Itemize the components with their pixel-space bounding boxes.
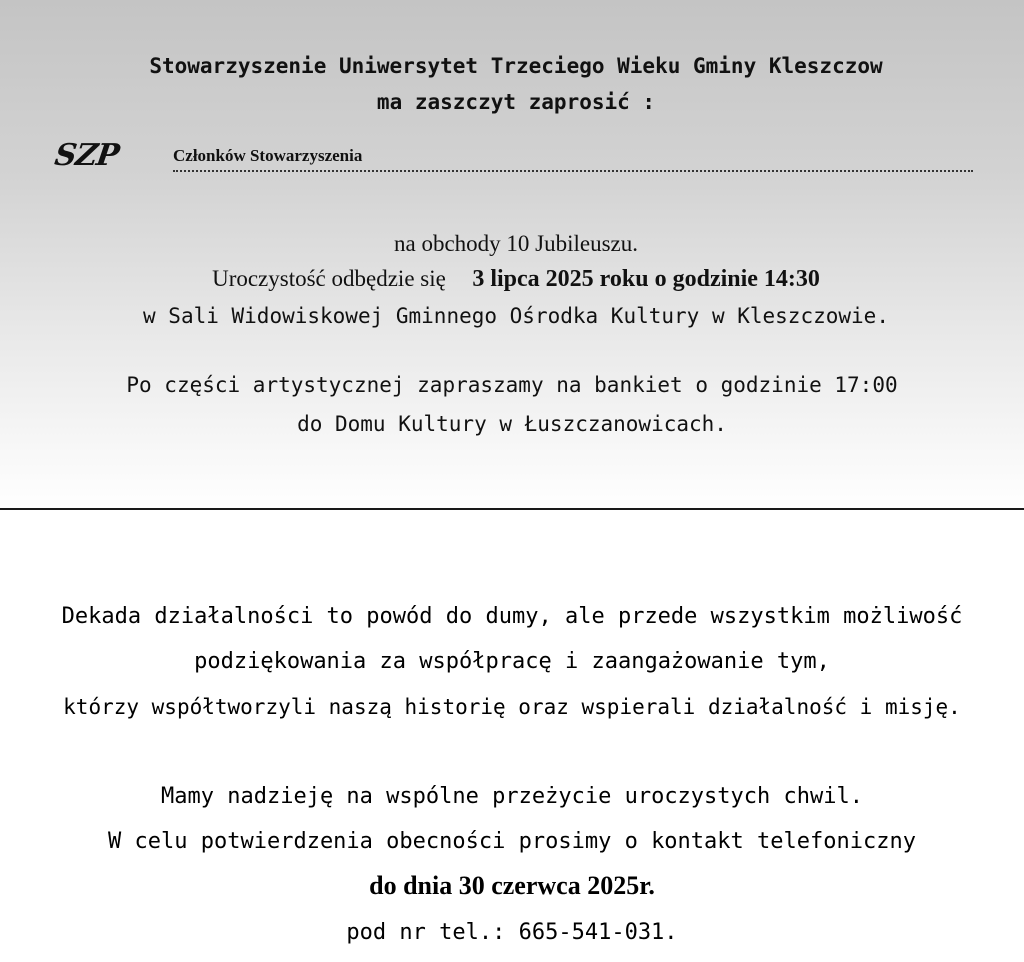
event-date-time: 3 lipca 2025 roku o godzinie 14:30 <box>472 266 820 292</box>
rsvp-deadline: do dnia 30 czerwca 2025r. <box>369 871 655 900</box>
rsvp-phone: pod nr tel.: 665-541-031. <box>346 920 678 945</box>
message-line-3: którzy współtworzyli naszą historię oraz wspierali działalność i misję. <box>63 695 961 719</box>
venue-line: w Sali Widowiskowej Gminnego Ośrodka Kultury w Kleszczowie. <box>143 304 889 328</box>
invite-phrase: ma zaszczyt zaprosić : <box>376 90 656 114</box>
section-divider <box>0 508 1024 510</box>
message-line-5: W celu potwierdzenia obecności prosimy o kontakt telefoniczny <box>108 829 916 854</box>
date-line-prefix: Uroczystość odbędzie się <box>212 266 446 291</box>
organization-name: Stowarzyszenie Uniwersytet Trzeciego Wieku Gminy Kleszczow <box>149 54 883 78</box>
banquet-line-2: do Domu Kultury w Łuszczanowicach. <box>297 412 727 436</box>
recipient-name: Członków Stowarzyszenia <box>173 146 363 165</box>
banquet-line-1: Po części artystycznej zapraszamy na bankiet o godzinie 17:00 <box>126 373 898 397</box>
message-line-2: podziękowania za współpracę i zaangażowanie tym, <box>194 649 830 674</box>
message-line-4: Mamy nadzieję na wspólne przeżycie uroczystych chwil. <box>161 784 863 809</box>
message-line-1: Dekada działalności to powód do dumy, ale przede wszystkim możliwość <box>61 604 963 629</box>
handwritten-recipient-abbreviation: SZP <box>52 138 121 173</box>
recipient-row <box>52 138 973 178</box>
date-line <box>4 267 1024 291</box>
recipient-dotted-line <box>173 170 973 172</box>
occasion-line <box>4 232 1024 255</box>
occasion-text: na obchody 10 Jubileuszu. <box>393 231 638 256</box>
